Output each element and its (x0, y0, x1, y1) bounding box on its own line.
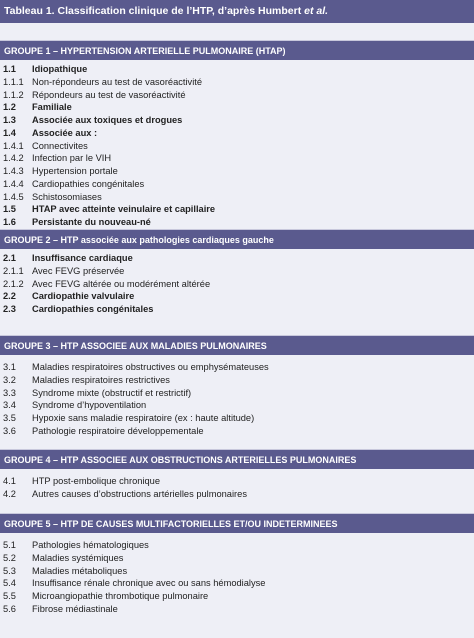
row-number: 1.4.2 (3, 153, 24, 164)
table-row (0, 603, 474, 616)
row-number: 1.4.3 (3, 166, 24, 176)
table-row (0, 488, 474, 501)
table-row (0, 203, 474, 216)
group-rows (0, 533, 474, 616)
row-number: 5.4 (3, 578, 16, 589)
row-label: Maladies respiratoires obstructives ou emphysémateuses (32, 362, 269, 372)
row-number: 5.6 (3, 603, 16, 614)
row-number: 2.1 (3, 253, 16, 263)
table-row (0, 89, 474, 102)
table-row (0, 412, 474, 425)
table-row (0, 590, 474, 603)
table-row (0, 216, 474, 229)
row-number: 1.4.1 (3, 140, 24, 151)
row-number: 4.2 (3, 488, 16, 499)
row-number: 1.4.5 (3, 191, 24, 202)
row-label: Cardiopathie valvulaire (32, 291, 135, 302)
row-label: Familiale (32, 102, 72, 113)
row-number: 2.1.2 (3, 278, 24, 289)
row-label: Avec FEVG préservée (32, 265, 125, 276)
row-label: Associée aux toxiques et drogues (32, 115, 183, 125)
row-label: Maladies métaboliques (32, 565, 128, 576)
table-title-text: Tableau 1. Classification clinique de l’HTP, d’après Humbert (4, 5, 305, 17)
row-label: Hypoxie sans maladie respiratoire (ex : haute altitude) (32, 413, 255, 423)
row-number: 3.5 (3, 413, 16, 423)
table-row (0, 63, 474, 76)
table-row (0, 565, 474, 578)
table-row (0, 539, 474, 552)
row-label: Associée aux : (32, 127, 98, 138)
table-row (0, 577, 474, 590)
table-row (0, 140, 474, 153)
row-label: Syndrome mixte (obstructif et restrictif) (32, 387, 192, 398)
table-row (0, 475, 474, 488)
row-label: HTP post-embolique chronique (32, 476, 160, 486)
table-title-italic: et al. (304, 5, 329, 17)
row-label: Avec FEVG altérée ou modérément altérée (32, 278, 211, 289)
row-label: Fibrose médiastinale (32, 603, 118, 614)
table-row (0, 361, 474, 374)
row-number: 1.2 (3, 102, 16, 113)
group-3 (0, 335, 474, 438)
table-row (0, 290, 474, 303)
group-1 (0, 40, 474, 229)
row-number: 1.1.1 (3, 76, 24, 87)
group-header: GROUPE 5 – HTP DE CAUSES MULTIFACTORIELLES ET/OU INDETERMINEES (0, 513, 474, 533)
table-row (0, 165, 474, 178)
row-number: 5.5 (3, 591, 16, 601)
table-title (0, 0, 474, 23)
row-label: Hypertension portale (32, 166, 118, 176)
table-row (0, 265, 474, 278)
row-label: Pathologies hématologiques (32, 540, 149, 550)
group-rows (0, 60, 474, 229)
table-row (0, 425, 474, 438)
row-number: 3.4 (3, 400, 16, 411)
row-label: Microangiopathie thrombotique pulmonaire (32, 591, 209, 601)
row-number: 3.1 (3, 362, 16, 372)
table-row (0, 178, 474, 191)
table-row (0, 278, 474, 291)
row-number: 2.2 (3, 291, 16, 302)
table-row (0, 191, 474, 204)
table-row (0, 374, 474, 387)
table-row (0, 114, 474, 127)
row-label: Infection par le VIH (32, 153, 112, 164)
row-number: 1.4.4 (3, 178, 24, 189)
group-header: GROUPE 4 – HTP ASSOCIEE AUX OBSTRUCTIONS ARTERIELLES PULMONAIRES (0, 449, 474, 469)
row-label: Pathologie respiratoire développementale (32, 425, 204, 436)
row-label: Idiopathique (32, 64, 88, 74)
row-number: 4.1 (3, 476, 16, 486)
row-number: 3.2 (3, 374, 16, 385)
table-row (0, 552, 474, 565)
row-label: Autres causes d’obstructions artérielles pulmonaires (32, 488, 247, 499)
group-rows (0, 249, 474, 316)
group-2 (0, 229, 474, 316)
table-row (0, 76, 474, 89)
table-row (0, 152, 474, 165)
row-number: 5.1 (3, 540, 16, 550)
group-rows (0, 355, 474, 438)
group-header: GROUPE 1 – HYPERTENSION ARTERIELLE PULMONAIRE (HTAP) (0, 40, 474, 60)
row-label: Maladies systémiques (32, 552, 124, 563)
row-number: 5.3 (3, 565, 16, 576)
row-number: 2.3 (3, 304, 16, 314)
row-number: 1.5 (3, 204, 16, 215)
group-rows (0, 469, 474, 501)
row-label: Schistosomiases (32, 191, 102, 202)
row-label: Insuffisance rénale chronique avec ou sans hémodialyse (32, 578, 266, 589)
table-row (0, 387, 474, 400)
row-number: 1.4 (3, 127, 16, 138)
row-label: Répondeurs au test de vasoréactivité (32, 89, 186, 100)
row-number: 3.6 (3, 425, 16, 436)
row-label: Cardiopathies congénitales (32, 178, 145, 189)
group-header: GROUPE 2 – HTP associée aux pathologies cardiaques gauche (0, 229, 474, 249)
group-header: GROUPE 3 – HTP ASSOCIEE AUX MALADIES PULMONAIRES (0, 335, 474, 355)
group-5 (0, 513, 474, 616)
row-label: Insuffisance cardiaque (32, 253, 133, 263)
group-4 (0, 449, 474, 501)
row-number: 1.1 (3, 64, 16, 74)
row-number: 3.3 (3, 387, 16, 398)
table-row (0, 303, 474, 316)
row-label: Syndrome d’hypoventilation (32, 400, 147, 411)
row-number: 1.3 (3, 115, 16, 125)
table-row (0, 127, 474, 140)
row-number: 1.1.2 (3, 89, 24, 100)
table-row (0, 101, 474, 114)
row-number: 1.6 (3, 217, 16, 227)
row-number: 5.2 (3, 552, 16, 563)
row-label: Maladies respiratoires restrictives (32, 374, 170, 385)
row-label: Connectivites (32, 140, 88, 151)
table-row (0, 252, 474, 265)
row-label: Persistante du nouveau-né (32, 217, 151, 227)
row-number: 2.1.1 (3, 265, 24, 276)
row-label: Cardiopathies congénitales (32, 304, 154, 314)
table-row (0, 399, 474, 412)
row-label: HTAP avec atteinte veinulaire et capillaire (32, 204, 216, 215)
row-label: Non-répondeurs au test de vasoréactivité (32, 76, 203, 87)
